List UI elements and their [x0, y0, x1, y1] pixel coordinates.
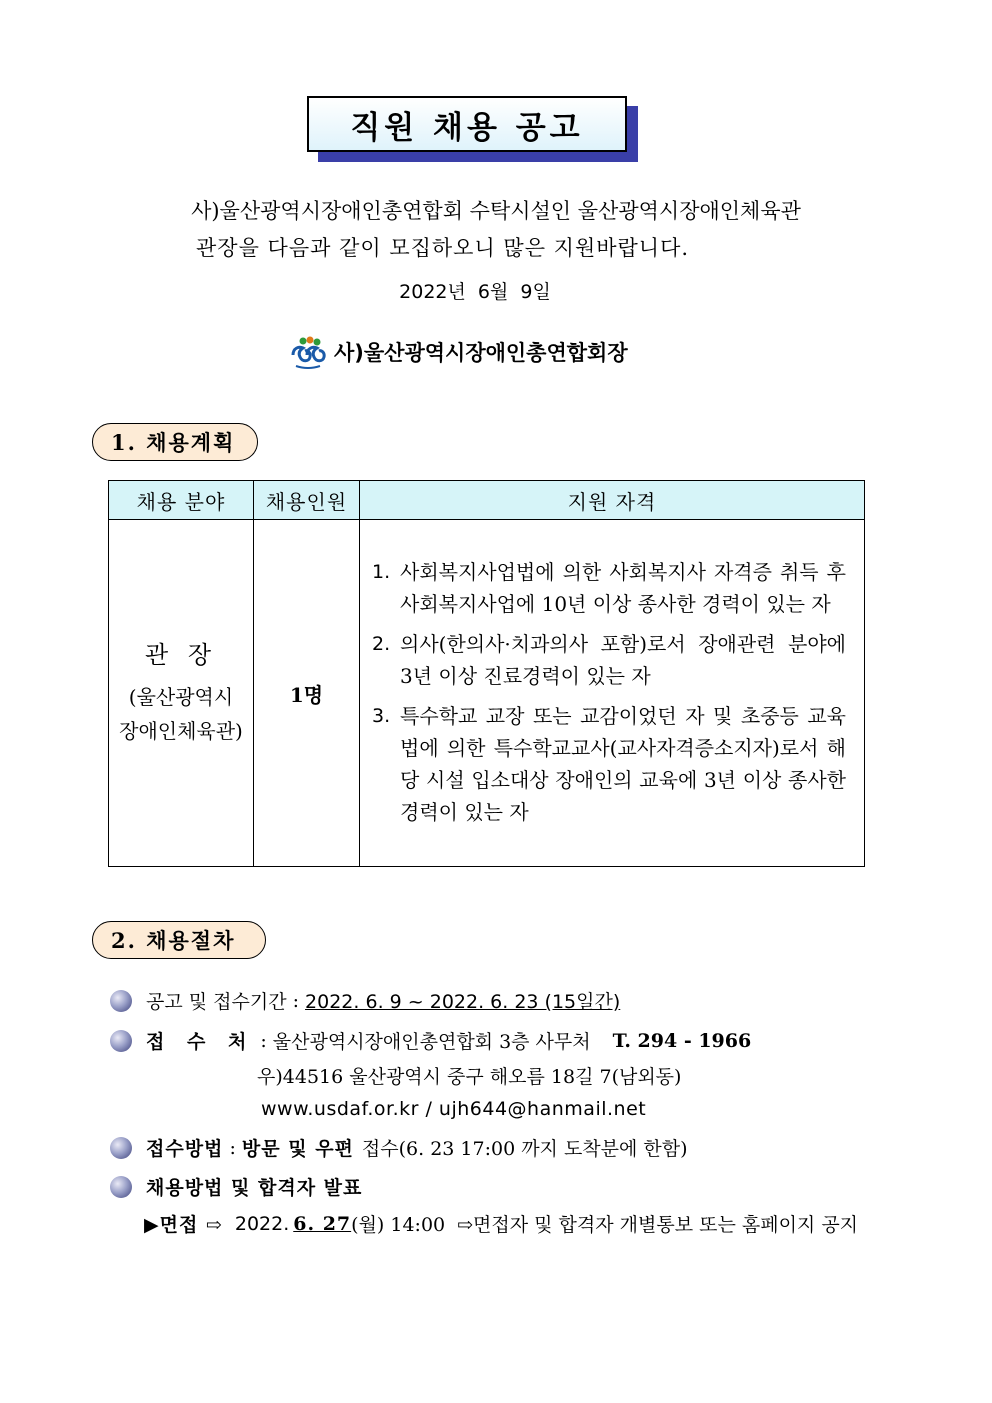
interview-row — [144, 1210, 858, 1237]
method-rest: 접수(6. 23 17:00 까지 도착분에 한함) — [361, 1138, 688, 1160]
header-field: 채용 분야 — [109, 481, 254, 520]
section-2-heading: 2. 채용절차 — [92, 921, 266, 959]
organization-name: 사)울산광역시장애인총연합회장 — [334, 341, 628, 365]
interview-result: ⇨면접자 및 합격자 개별통보 또는 홈페이지 공지 — [457, 1214, 859, 1236]
bullet-icon — [110, 1176, 132, 1198]
period-label: 공고 및 접수기간 — [146, 991, 287, 1013]
page-title: 직원 채용 공고 — [307, 96, 627, 152]
qualification-cell — [360, 520, 865, 867]
field-cell — [109, 520, 254, 867]
website-email: www.usdaf.or.kr / ujh644@hanmail.net — [261, 1098, 647, 1120]
header-count: 채용인원 — [254, 481, 360, 520]
method-bold: 방문 및 우편 — [241, 1138, 354, 1160]
qualification-number: 3. — [372, 705, 391, 727]
field-title: 관 장 — [145, 641, 217, 669]
application-method-row — [110, 1134, 688, 1161]
method-label: 접수방법 — [146, 1138, 224, 1160]
count-cell: 1명 — [254, 520, 360, 867]
application-place-row — [110, 1027, 751, 1054]
list-item — [372, 628, 846, 692]
colon: : — [254, 1029, 273, 1052]
phone-number: T. 294 - 1966 — [612, 1029, 752, 1052]
table-header-row — [109, 481, 865, 520]
bullet-icon — [110, 1137, 132, 1159]
section-1-heading: 1. 채용계획 — [92, 423, 258, 461]
interview-date-suffix: (월) 14:00 — [351, 1214, 446, 1236]
place-value: 울산광역시장애인총연합회 3층 사무처 — [272, 1031, 591, 1053]
interview-date-day: 6. 27 — [293, 1212, 352, 1235]
intro-line-2: 관장을 다음과 같이 모집하오니 많은 지원바랍니다. — [196, 236, 690, 260]
intro-line-1: 사)울산광역시장애인총연합회 수탁시설인 울산광역시장애인체육관 — [191, 199, 801, 223]
list-item — [372, 700, 846, 828]
field-sub-2: 장애인체육관) — [119, 719, 243, 743]
selection-label: 채용방법 및 합격자 발표 — [146, 1177, 363, 1199]
period-value: 2022. 6. 9 ~ 2022. 6. 23 (15일간) — [305, 991, 621, 1013]
interview-label: ▶면접 ⇨ — [144, 1214, 223, 1236]
qualification-text: 특수학교 교장 또는 교감이었던 자 및 초중등 교육법에 의한 특수학교교사(교사자격증소지자)로서 해당 시설 입소대상 장애인의 교육에 3년 이상 종사한 경력이 있는 자 — [400, 704, 846, 824]
application-period-row — [110, 987, 620, 1014]
recruitment-plan-table — [108, 480, 865, 867]
colon: : — [286, 989, 306, 1012]
header-qualification: 지원 자격 — [360, 481, 865, 520]
qualification-text: 의사(한의사·치과의사 포함)로서 장애관련 분야에 3년 이상 진료경력이 있는 자 — [400, 632, 846, 688]
selection-row — [110, 1173, 362, 1200]
interview-date-prefix: 2022. — [234, 1212, 290, 1235]
bullet-icon — [110, 1030, 132, 1052]
list-item — [372, 556, 846, 620]
announcement-date: 2022년 6월 9일 — [399, 281, 551, 303]
field-sub-1: (울산광역시 — [128, 685, 234, 709]
organization-signature — [290, 335, 628, 369]
qualification-text: 사회복지사업법에 의한 사회복지사 자격증 취득 후 사회복지사업에 10년 이상 종사한 경력이 있는 자 — [400, 560, 846, 616]
qualification-list — [360, 544, 864, 842]
organization-logo-icon — [290, 335, 326, 369]
table-row — [109, 520, 865, 867]
qualification-number: 2. — [372, 633, 391, 655]
bullet-icon — [110, 990, 132, 1012]
place-label: 접 수 처 — [146, 1031, 255, 1053]
postal-address: 우)44516 울산광역시 중구 해오름 18길 7(남외동) — [257, 1066, 682, 1088]
qualification-number: 1. — [372, 561, 391, 583]
colon: : — [223, 1136, 242, 1159]
